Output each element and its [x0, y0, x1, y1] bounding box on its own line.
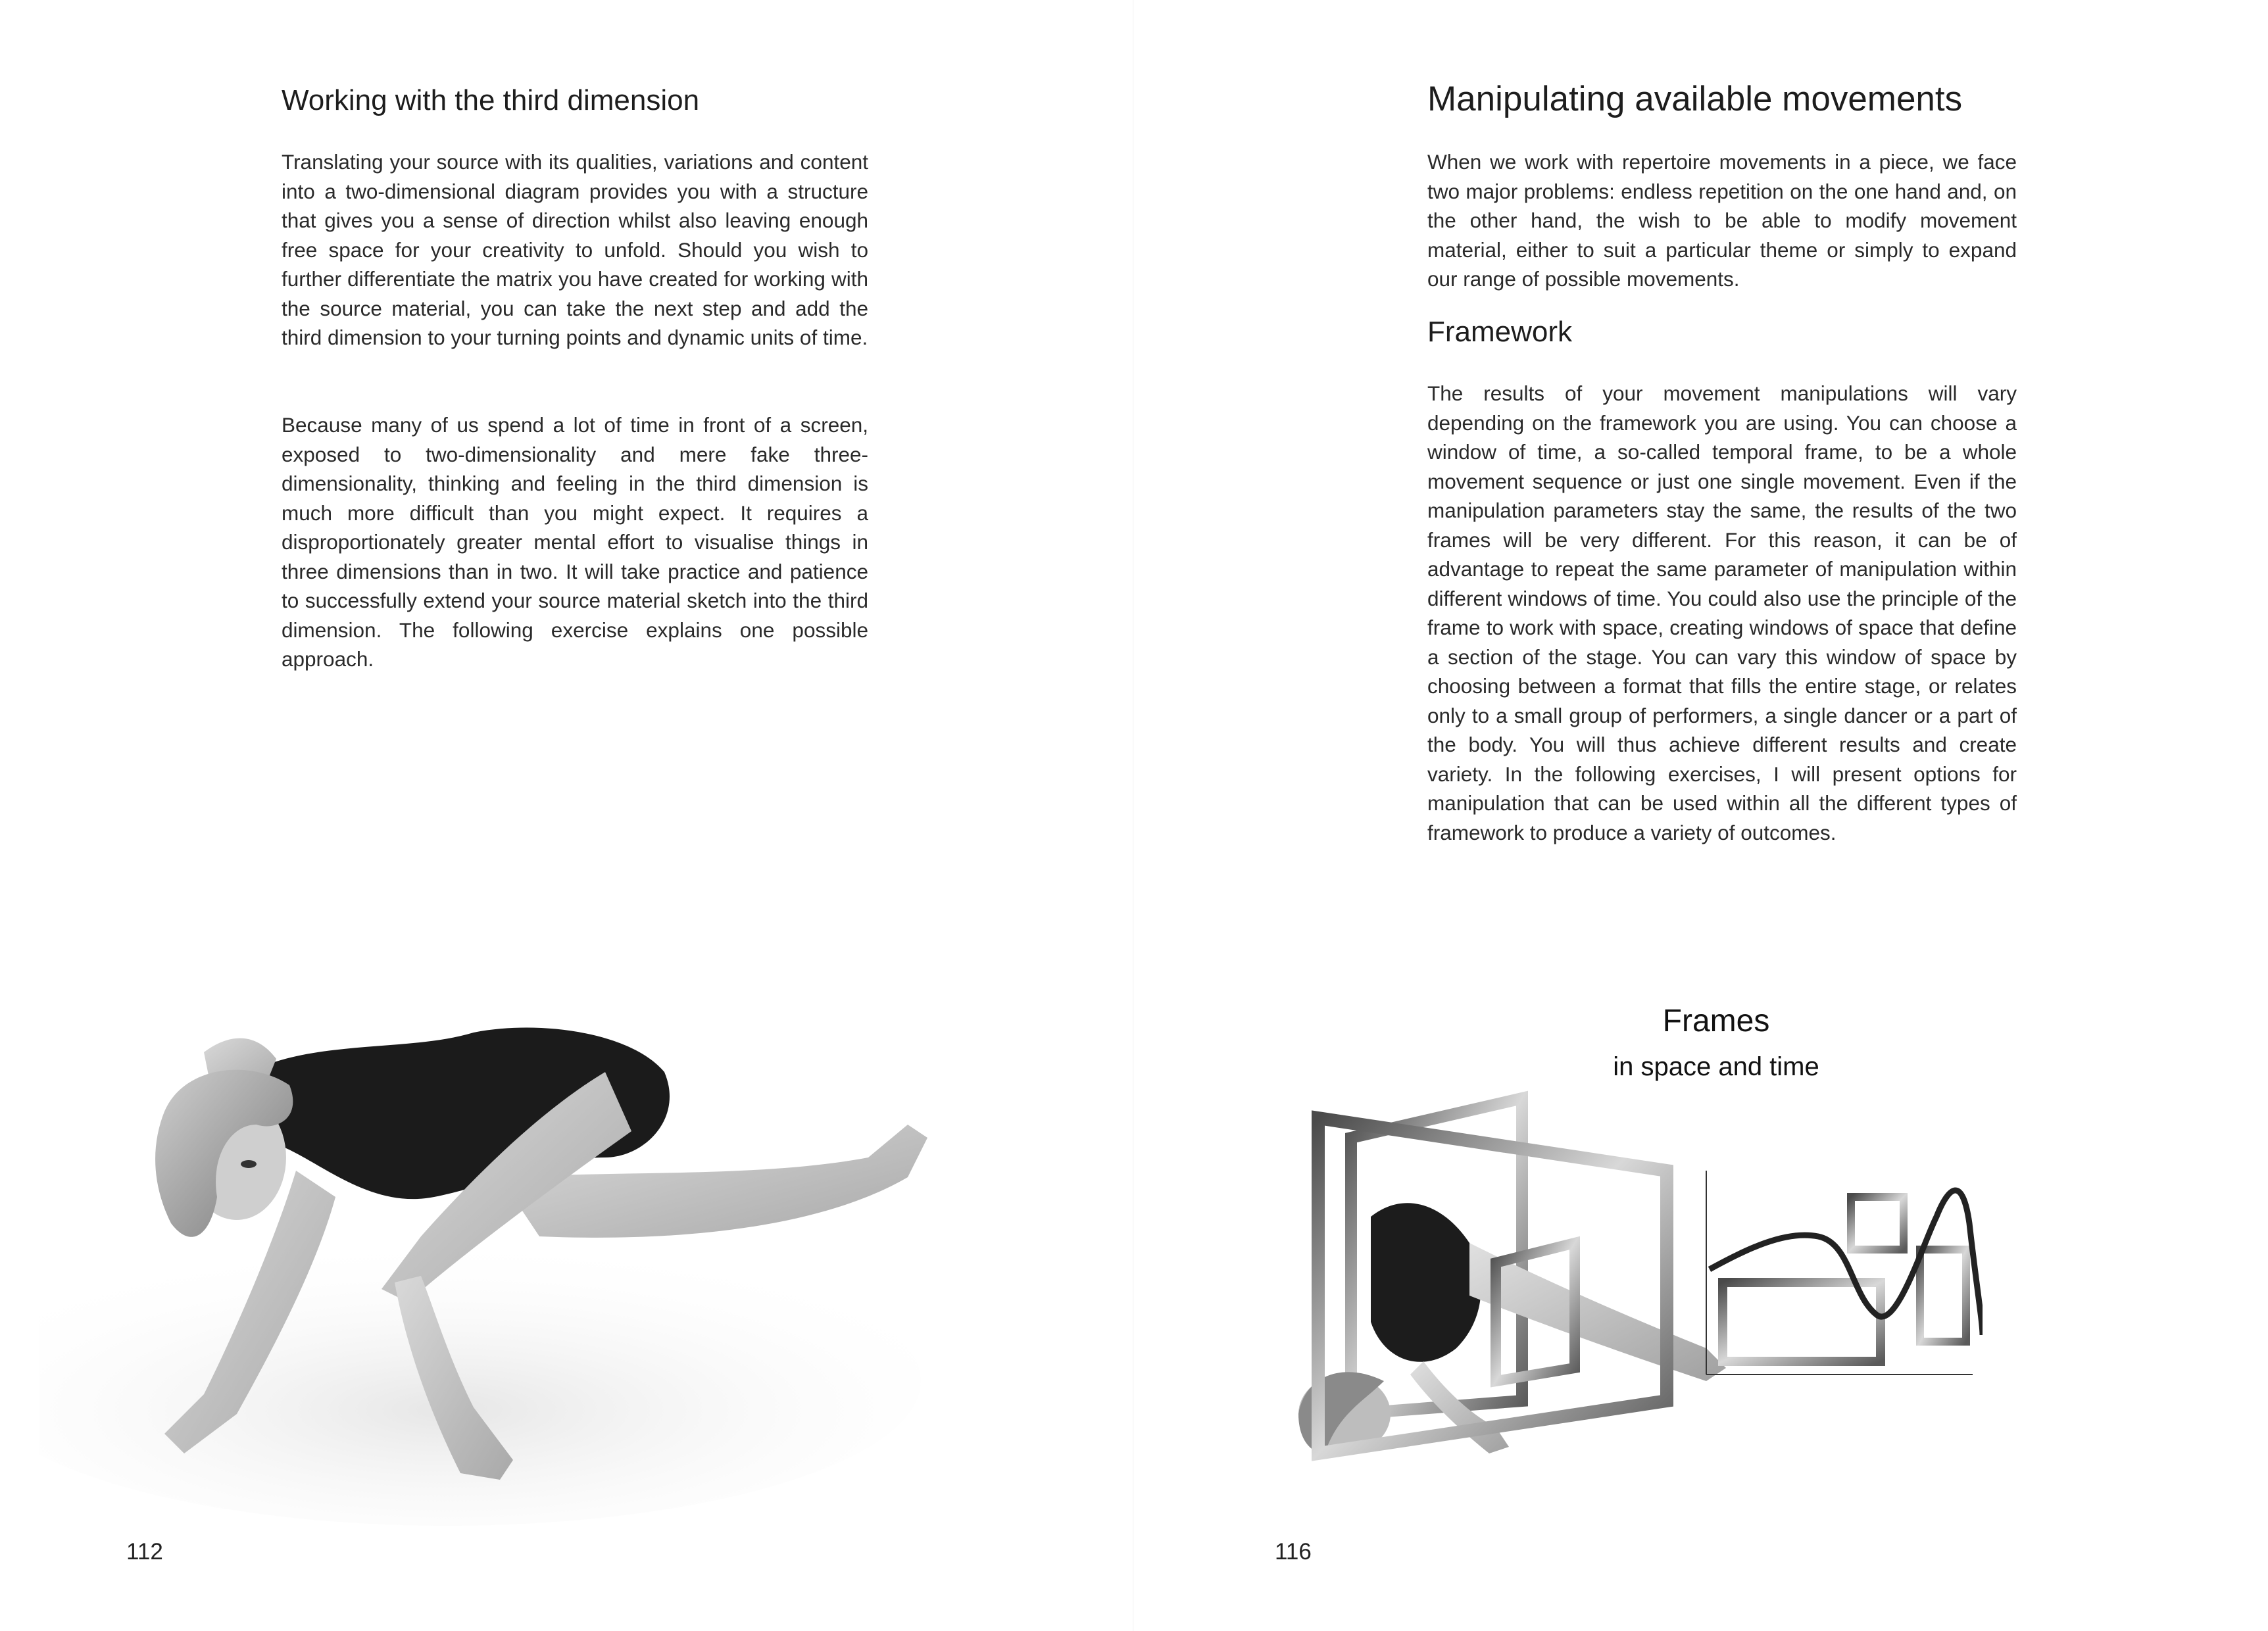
right-intro-paragraph: When we work with repertoire movements in a piece, we face two major problems: endless repetition on the one hand and, on the other hand, the wish to be able to modify movement material, either to suit a particular theme or simply to expand our range of possible movements.: [1427, 150, 2017, 291]
left-page-number: 112: [126, 1539, 163, 1565]
dancer-eye: [241, 1160, 257, 1168]
right-page: [1134, 0, 2268, 1631]
dancer-photo: [39, 960, 1052, 1526]
figure-title: Frames: [1662, 1004, 1770, 1038]
floor-shadow: [39, 1236, 921, 1526]
left-page-heading: Working with the third dimension: [282, 84, 700, 116]
framework-paragraph: The results of your movement manipulations will vary depending on the framework you are using. You can choose a window of time, a so-called temporal frame, to be a whole movement sequence or just one single movement. Even if the manipulation parameters stay the same, the results of the two frames will be very different. For this reason, it can be of advantage to repeat the same parameter of manipulation within different windows of time. You could also use the principle of the frame to work with space, creating windows of space that define a section of the stage. You can vary this window of space by choosing between a format that fills the entire stage, or relates only to a small group of performers, a single dancer or a part of the body. You will thus achieve different results and create variety. In the following exercises, I will present options for manipulation that can be used within all the different types of framework to produce a variety of outcomes.: [1427, 381, 2017, 844]
time-curve: [1710, 1190, 1983, 1335]
left-paragraph-2: Because many of us spend a lot of time in front of a screen, exposed to two-dimensionality and mere fake three-dimensionality, thinking and feeling in the third dimension is much more difficult than you might expect. It requires a disproportionately greater mental effort to visualise things in three dimensions than in two. It will take practice and patience to successfully extend your source material sketch into the third dimension. The following exercise explains one possible approach.: [282, 413, 868, 671]
frames-illustration: [1272, 1072, 1983, 1493]
left-paragraph-1: Translating your source with its qualities, variations and content into a two-dimensional diagram provides you with a structure that gives you a sense of direction whilst also leaving enough free space for your creativity to unfold. Should you wish to further differentiate the matrix you have created for working with the source material, you can take the next step and add the third dimension to your turning points and dynamic units of time.: [282, 150, 868, 349]
right-page-number: 116: [1275, 1539, 1312, 1565]
time-frame-2: [1851, 1197, 1904, 1250]
figure-subtitle: in space and time: [1613, 1052, 1819, 1081]
framework-subheading: Framework: [1427, 316, 1573, 348]
frame-dancer-body: [1371, 1203, 1481, 1362]
right-page-heading: Manipulating available movements: [1427, 80, 1963, 118]
time-frame-1: [1723, 1282, 1881, 1361]
time-frame-3: [1920, 1250, 1966, 1342]
